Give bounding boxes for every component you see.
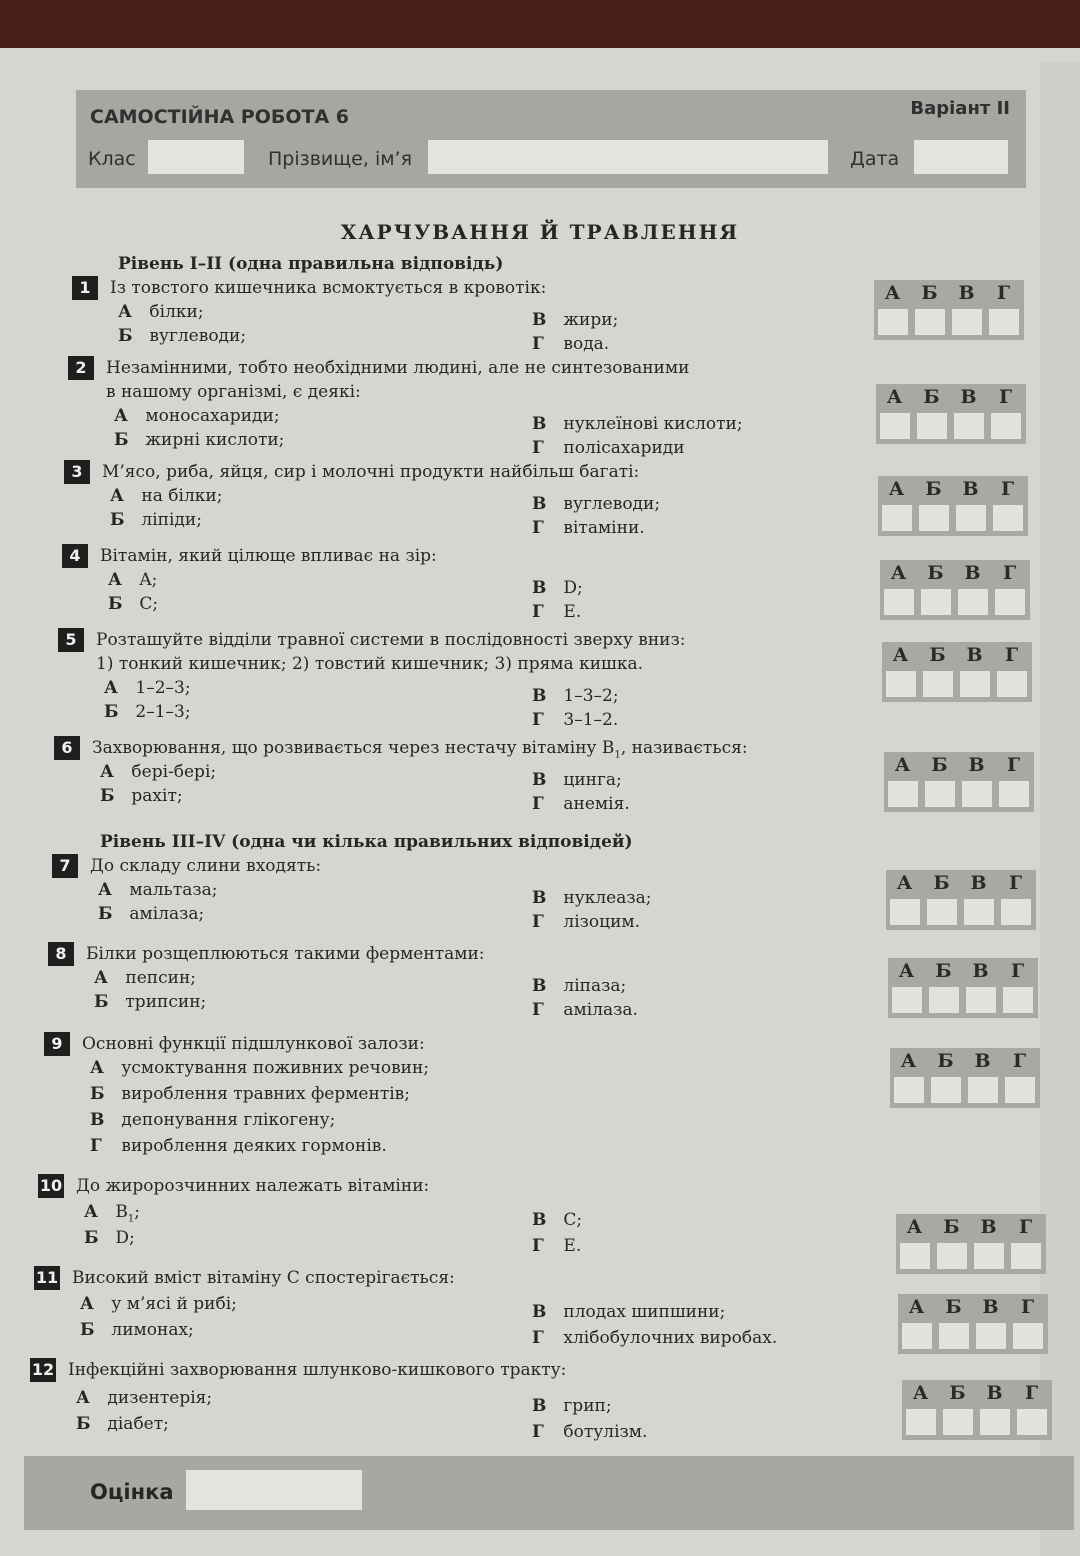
answer-letter: В bbox=[958, 282, 975, 304]
option-12-2: Б діабет; bbox=[76, 1414, 169, 1434]
question-number: 3 bbox=[64, 460, 90, 484]
answer-letter: Б bbox=[937, 1050, 954, 1072]
answer-cell[interactable] bbox=[974, 1243, 1004, 1269]
question-text: Основні функції підшлункової залози: bbox=[82, 1034, 425, 1054]
question-text: Інфекційні захворювання шлунково-кишкового тракту: bbox=[68, 1360, 567, 1380]
answer-letters bbox=[886, 872, 1036, 898]
answer-letter: Г bbox=[998, 386, 1013, 408]
question-text: Вітамін, який цілюще впливає на зір: bbox=[100, 546, 437, 566]
option-10-3: В C; bbox=[532, 1210, 583, 1230]
answer-cell[interactable] bbox=[989, 309, 1019, 335]
option-1-2: Б вуглеводи; bbox=[118, 326, 247, 346]
answer-letter: А bbox=[892, 644, 909, 666]
date-field[interactable] bbox=[914, 140, 1008, 174]
answer-letter: Б bbox=[943, 1216, 960, 1238]
answer-letter: Г bbox=[1018, 1216, 1033, 1238]
answer-letter: Б bbox=[927, 562, 944, 584]
option-letter: Г bbox=[532, 1422, 544, 1442]
answer-cell[interactable] bbox=[1005, 1077, 1035, 1103]
answer-cell[interactable] bbox=[962, 781, 992, 807]
question-text: М’ясо, риба, яйця, сир і молочні продукти найбільш багаті: bbox=[102, 462, 640, 482]
answer-letter: Г bbox=[1010, 960, 1025, 982]
answer-letter: А bbox=[894, 754, 911, 776]
answer-cell[interactable] bbox=[999, 781, 1029, 807]
answer-grid-11 bbox=[898, 1294, 1048, 1354]
name-label: Прізвище, ім’я bbox=[268, 148, 413, 170]
option-2-3: В нуклеїнові кислоти; bbox=[532, 414, 743, 434]
worksheet-title: САМОСТІЙНА РОБОТА 6 bbox=[90, 106, 350, 128]
option-letter: А bbox=[108, 570, 122, 590]
answer-letter: А bbox=[906, 1216, 923, 1238]
subscript: 1 bbox=[127, 1213, 135, 1225]
answer-cell[interactable] bbox=[929, 987, 959, 1013]
answer-letter: Г bbox=[1008, 872, 1023, 894]
question-number: 12 bbox=[30, 1358, 56, 1382]
answer-cell[interactable] bbox=[923, 671, 953, 697]
answer-grid-4 bbox=[880, 560, 1030, 620]
answer-letter: Б bbox=[925, 478, 942, 500]
answer-letters bbox=[888, 960, 1038, 986]
option-letter: А bbox=[118, 302, 132, 322]
answer-letter: Б bbox=[923, 386, 940, 408]
option-letter: В bbox=[532, 414, 547, 434]
option-12-4: Г ботулізм. bbox=[532, 1422, 648, 1442]
answer-letter: Б bbox=[929, 644, 946, 666]
option-letter: А bbox=[98, 880, 112, 900]
answer-cell[interactable] bbox=[943, 1409, 973, 1435]
answer-letter: Б bbox=[945, 1296, 962, 1318]
answer-cell[interactable] bbox=[927, 899, 957, 925]
option-12-1: А дизентерія; bbox=[76, 1388, 213, 1408]
answer-cell[interactable] bbox=[894, 1077, 924, 1103]
option-10-2: Б D; bbox=[84, 1228, 135, 1248]
answer-cell[interactable] bbox=[958, 589, 988, 615]
question-text: 1) тонкий кишечник; 2) товстий кишечник; 3) пряма кишка. bbox=[96, 654, 643, 674]
option-3-2: Б ліпіди; bbox=[110, 510, 202, 530]
option-letter: Б bbox=[80, 1320, 95, 1340]
question-text: Високий вміст вітаміну С спостерігається: bbox=[72, 1268, 455, 1288]
answer-letter: Г bbox=[1002, 562, 1017, 584]
answer-cell[interactable] bbox=[917, 413, 947, 439]
option-letter: Б bbox=[114, 430, 129, 450]
name-field[interactable] bbox=[428, 140, 828, 174]
option-letter: В bbox=[90, 1110, 105, 1130]
question-text: в нашому організмі, є деякі: bbox=[106, 382, 361, 402]
option-7-4: Г лізоцим. bbox=[532, 912, 641, 932]
answer-letter: А bbox=[888, 478, 905, 500]
option-9-1: А усмоктування поживних речовин; bbox=[90, 1058, 430, 1078]
question-text: Із товстого кишечника всмоктується в кровотік: bbox=[110, 278, 547, 298]
answer-cell[interactable] bbox=[964, 899, 994, 925]
answer-letter: Г bbox=[1020, 1296, 1035, 1318]
option-letter: В bbox=[532, 1302, 547, 1322]
option-letter: Г bbox=[532, 602, 544, 622]
option-9-4: Г вироблення деяких гормонів. bbox=[90, 1136, 387, 1156]
answer-cell[interactable] bbox=[919, 505, 949, 531]
option-letter: В bbox=[532, 770, 547, 790]
answer-grid-9 bbox=[890, 1048, 1040, 1108]
option-3-4: Г вітаміни. bbox=[532, 518, 645, 538]
option-6-3: В цинга; bbox=[532, 770, 622, 790]
answer-letters bbox=[890, 1050, 1040, 1076]
option-7-1: А мальтаза; bbox=[98, 880, 218, 900]
answer-letter: Б bbox=[949, 1382, 966, 1404]
answer-letter: Г bbox=[996, 282, 1011, 304]
answer-letters bbox=[876, 386, 1026, 412]
answer-cell[interactable] bbox=[882, 505, 912, 531]
option-letter: В bbox=[532, 1396, 547, 1416]
option-letter: Б bbox=[94, 992, 109, 1012]
answer-cell[interactable] bbox=[915, 309, 945, 335]
option-6-2: Б рахіт; bbox=[100, 786, 183, 806]
answer-cell[interactable] bbox=[995, 589, 1025, 615]
answer-letter: Г bbox=[1000, 478, 1015, 500]
option-4-3: В D; bbox=[532, 578, 583, 598]
question-text: До жиророзчинних належать вітаміни: bbox=[76, 1176, 430, 1196]
option-5-1: А 1–2–3; bbox=[104, 678, 191, 698]
option-2-4: Г полісахариди bbox=[532, 438, 685, 458]
answer-letter: А bbox=[900, 1050, 917, 1072]
option-2-2: Б жирні кислоти; bbox=[114, 430, 285, 450]
option-letter: А bbox=[80, 1294, 94, 1314]
option-letter: Г bbox=[532, 912, 544, 932]
answer-cell[interactable] bbox=[1017, 1409, 1047, 1435]
option-letter: В bbox=[532, 310, 547, 330]
worksheet-page bbox=[0, 48, 1080, 1556]
answer-letter: А bbox=[886, 386, 903, 408]
answer-cell[interactable] bbox=[900, 1243, 930, 1269]
answer-letters bbox=[898, 1296, 1048, 1322]
option-5-4: Г 3–1–2. bbox=[532, 710, 619, 730]
option-3-3: В вуглеводи; bbox=[532, 494, 661, 514]
question-number: 6 bbox=[54, 736, 80, 760]
answer-cell[interactable] bbox=[925, 781, 955, 807]
class-label: Клас bbox=[88, 148, 136, 170]
option-letter: В bbox=[532, 578, 547, 598]
option-letter: В bbox=[532, 888, 547, 908]
option-letter: Б bbox=[76, 1414, 91, 1434]
answer-cell[interactable] bbox=[980, 1409, 1010, 1435]
option-letter: Г bbox=[532, 518, 544, 538]
option-5-3: В 1–3–2; bbox=[532, 686, 619, 706]
option-letter: Г bbox=[90, 1136, 102, 1156]
answer-letter: В bbox=[970, 872, 987, 894]
answer-letter: Б bbox=[933, 872, 950, 894]
answer-grid-6 bbox=[884, 752, 1034, 812]
answer-letter: В bbox=[964, 562, 981, 584]
option-7-2: Б амілаза; bbox=[98, 904, 205, 924]
option-letter: В bbox=[532, 686, 547, 706]
question-number: 2 bbox=[68, 356, 94, 380]
option-12-3: В грип; bbox=[532, 1396, 612, 1416]
option-11-4: Г хлібобулочних виробах. bbox=[532, 1328, 778, 1348]
answer-cell[interactable] bbox=[931, 1077, 961, 1103]
question-number: 10 bbox=[38, 1174, 64, 1198]
option-letter: Г bbox=[532, 1328, 544, 1348]
option-letter: Г bbox=[532, 710, 544, 730]
option-letter: Г bbox=[532, 1236, 544, 1256]
answer-cell[interactable] bbox=[954, 413, 984, 439]
option-letter: А bbox=[84, 1202, 98, 1222]
answer-cell[interactable] bbox=[886, 671, 916, 697]
answer-cell[interactable] bbox=[880, 413, 910, 439]
option-10-4: Г E. bbox=[532, 1236, 582, 1256]
question-number: 5 bbox=[58, 628, 84, 652]
answer-letter: Г bbox=[1012, 1050, 1027, 1072]
answer-letters bbox=[880, 562, 1030, 588]
answer-letters bbox=[884, 754, 1034, 780]
option-letter: А bbox=[110, 486, 124, 506]
answer-letter: А bbox=[896, 872, 913, 894]
grade-footer bbox=[24, 1456, 1074, 1530]
answer-cell[interactable] bbox=[892, 987, 922, 1013]
answer-grid-7 bbox=[886, 870, 1036, 930]
answer-cell[interactable] bbox=[1001, 899, 1031, 925]
answer-letters bbox=[882, 644, 1032, 670]
answer-grid-2 bbox=[876, 384, 1026, 444]
option-letter: Б bbox=[118, 326, 133, 346]
answer-cell[interactable] bbox=[921, 589, 951, 615]
answer-cell[interactable] bbox=[937, 1243, 967, 1269]
option-letter: А bbox=[104, 678, 118, 698]
option-2-1: А моносахариди; bbox=[114, 406, 280, 426]
question-number: 8 bbox=[48, 942, 74, 966]
answer-letter: А bbox=[890, 562, 907, 584]
question-text: Розташуйте відділи травної системи в послідовності зверху вниз: bbox=[96, 630, 686, 650]
option-letter: А bbox=[114, 406, 128, 426]
option-11-3: В плодах шипшини; bbox=[532, 1302, 726, 1322]
answer-letter: А bbox=[884, 282, 901, 304]
grade-field[interactable] bbox=[186, 1470, 362, 1510]
option-letter: Г bbox=[532, 334, 544, 354]
answer-letter: А bbox=[898, 960, 915, 982]
option-1-3: В жири; bbox=[532, 310, 619, 330]
answer-cell[interactable] bbox=[976, 1323, 1006, 1349]
option-letter: В bbox=[532, 976, 547, 996]
answer-letter: А bbox=[908, 1296, 925, 1318]
option-6-4: Г анемія. bbox=[532, 794, 630, 814]
answer-cell[interactable] bbox=[966, 987, 996, 1013]
option-letter: Б bbox=[100, 786, 115, 806]
answer-cell[interactable] bbox=[1013, 1323, 1043, 1349]
answer-letter: В bbox=[962, 478, 979, 500]
option-letter: Б bbox=[90, 1084, 105, 1104]
option-letter: Б bbox=[98, 904, 113, 924]
option-3-1: А на білки; bbox=[110, 486, 223, 506]
answer-cell[interactable] bbox=[997, 671, 1027, 697]
option-letter: В bbox=[532, 1210, 547, 1230]
answer-letters bbox=[874, 282, 1024, 308]
answer-cell[interactable] bbox=[993, 505, 1023, 531]
option-5-2: Б 2–1–3; bbox=[104, 702, 191, 722]
answer-cell[interactable] bbox=[952, 309, 982, 335]
option-letter: Г bbox=[532, 1000, 544, 1020]
answer-letter: В bbox=[974, 1050, 991, 1072]
topic-title: ХАРЧУВАННЯ Й ТРАВЛЕННЯ bbox=[340, 220, 740, 244]
option-8-4: Г амілаза. bbox=[532, 1000, 638, 1020]
answer-letter: В bbox=[982, 1296, 999, 1318]
answer-cell[interactable] bbox=[878, 309, 908, 335]
option-4-2: Б C; bbox=[108, 594, 159, 614]
option-letter: А bbox=[100, 762, 114, 782]
option-letter: Г bbox=[532, 438, 544, 458]
option-10-1: А $B_1$; bbox=[84, 1202, 141, 1225]
option-6-1: А бері-бері; bbox=[100, 762, 217, 782]
answer-cell[interactable] bbox=[1003, 987, 1033, 1013]
answer-cell[interactable] bbox=[1011, 1243, 1041, 1269]
question-number: 7 bbox=[52, 854, 78, 878]
option-4-4: Г E. bbox=[532, 602, 582, 622]
option-8-2: Б трипсин; bbox=[94, 992, 207, 1012]
option-11-1: А у м’ясі й рибі; bbox=[80, 1294, 237, 1314]
answer-letter: Г bbox=[1024, 1382, 1039, 1404]
option-letter: Г bbox=[532, 794, 544, 814]
answer-grid-3 bbox=[878, 476, 1028, 536]
grade-label: Оцінка bbox=[90, 1480, 174, 1504]
answer-letter: Б bbox=[921, 282, 938, 304]
answer-cell[interactable] bbox=[888, 781, 918, 807]
answer-letter: В bbox=[980, 1216, 997, 1238]
answer-cell[interactable] bbox=[902, 1323, 932, 1349]
class-field[interactable] bbox=[148, 140, 244, 174]
answer-cell[interactable] bbox=[906, 1409, 936, 1435]
level-1-heading: Рівень I–II (одна правильна відповідь) bbox=[118, 254, 504, 274]
question-number: 11 bbox=[34, 1266, 60, 1290]
question-text: До складу слини входять: bbox=[90, 856, 322, 876]
option-letter: Б bbox=[104, 702, 119, 722]
option-letter: В bbox=[532, 494, 547, 514]
answer-cell[interactable] bbox=[956, 505, 986, 531]
answer-grid-1 bbox=[874, 280, 1024, 340]
answer-letter: Г bbox=[1006, 754, 1021, 776]
answer-letter: Г bbox=[1004, 644, 1019, 666]
question-number: 4 bbox=[62, 544, 88, 568]
answer-grid-12 bbox=[902, 1380, 1052, 1440]
option-1-1: А білки; bbox=[118, 302, 204, 322]
answer-letter: В bbox=[968, 754, 985, 776]
option-9-3: В депонування глікогену; bbox=[90, 1110, 336, 1130]
answer-letter: А bbox=[912, 1382, 929, 1404]
answer-letter: В bbox=[966, 644, 983, 666]
option-9-2: Б вироблення травних ферментів; bbox=[90, 1084, 410, 1104]
answer-letters bbox=[878, 478, 1028, 504]
question-text: Захворювання, що розвивається через нестачу вітаміну $B_1$, називається: bbox=[92, 738, 748, 761]
answer-letter: В bbox=[986, 1382, 1003, 1404]
worksheet-header bbox=[76, 90, 1026, 188]
answer-cell[interactable] bbox=[890, 899, 920, 925]
answer-letters bbox=[902, 1382, 1052, 1408]
answer-cell[interactable] bbox=[968, 1077, 998, 1103]
option-8-1: А пепсин; bbox=[94, 968, 197, 988]
answer-cell[interactable] bbox=[960, 671, 990, 697]
level-2-heading: Рівень III–IV (одна чи кілька правильних відповідей) bbox=[100, 832, 633, 852]
option-11-2: Б лимонах; bbox=[80, 1320, 194, 1340]
answer-cell[interactable] bbox=[991, 413, 1021, 439]
answer-cell[interactable] bbox=[884, 589, 914, 615]
subscript: 1 bbox=[614, 749, 621, 761]
answer-letter: Б bbox=[931, 754, 948, 776]
variant-label: Варіант II bbox=[910, 98, 1010, 119]
option-4-1: А A; bbox=[108, 570, 158, 590]
option-letter: Б bbox=[84, 1228, 99, 1248]
answer-cell[interactable] bbox=[939, 1323, 969, 1349]
answer-grid-5 bbox=[882, 642, 1032, 702]
question-text: Незамінними, тобто необхідними людині, але не синтезованими bbox=[106, 358, 690, 378]
answer-letter: Б bbox=[935, 960, 952, 982]
question-number: 1 bbox=[72, 276, 98, 300]
option-letter: Б bbox=[110, 510, 125, 530]
option-1-4: Г вода. bbox=[532, 334, 610, 354]
question-number: 9 bbox=[44, 1032, 70, 1056]
question-text: Білки розщеплюються такими ферментами: bbox=[86, 944, 485, 964]
answer-letter: В bbox=[972, 960, 989, 982]
option-8-3: В ліпаза; bbox=[532, 976, 627, 996]
answer-letters bbox=[896, 1216, 1046, 1242]
option-7-3: В нуклеаза; bbox=[532, 888, 652, 908]
option-letter: А bbox=[94, 968, 108, 988]
option-letter: А bbox=[76, 1388, 90, 1408]
answer-letter: В bbox=[960, 386, 977, 408]
answer-grid-10 bbox=[896, 1214, 1046, 1274]
option-letter: А bbox=[90, 1058, 104, 1078]
date-label: Дата bbox=[850, 148, 900, 170]
option-letter: Б bbox=[108, 594, 123, 614]
answer-grid-8 bbox=[888, 958, 1038, 1018]
